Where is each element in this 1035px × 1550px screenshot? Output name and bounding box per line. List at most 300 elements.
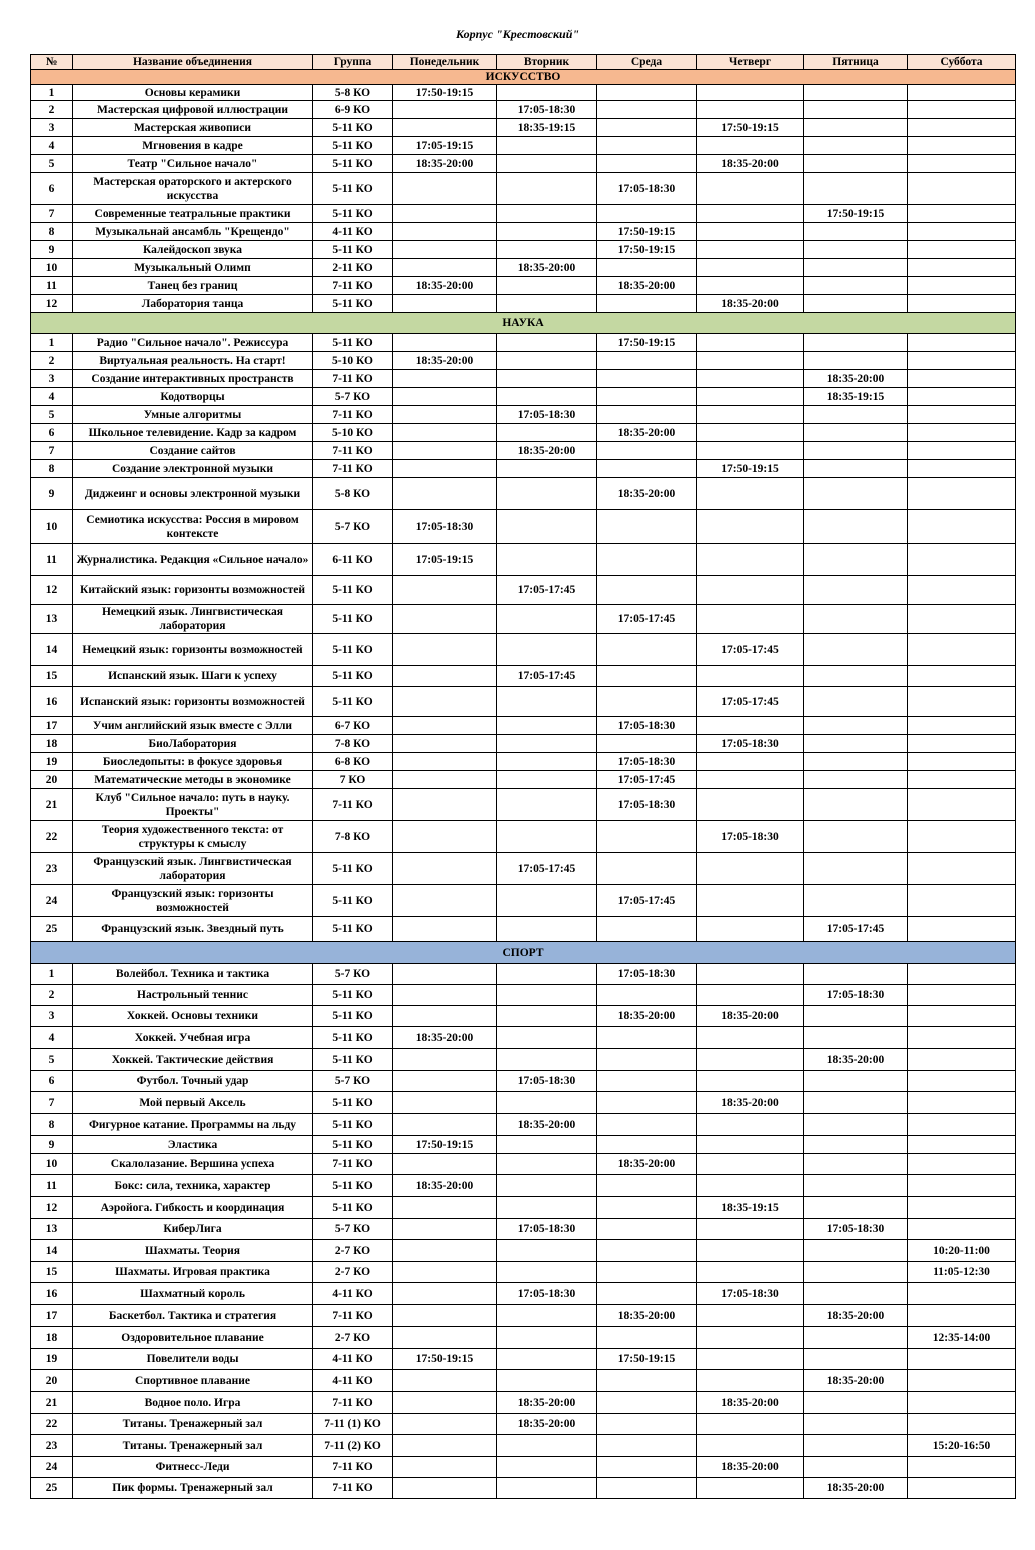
table-row	[31, 1392, 1016, 1414]
header-number: №	[31, 55, 73, 70]
header-monday: Понедельник	[393, 55, 497, 70]
cell-tuesday	[497, 771, 597, 789]
cell-thursday: 17:05-18:30	[697, 821, 804, 853]
cell-tuesday	[497, 753, 597, 771]
cell-tuesday	[497, 295, 597, 313]
cell-monday	[393, 1478, 497, 1499]
table-row	[31, 1092, 1016, 1114]
cell-name: Повелители воды	[73, 1349, 313, 1370]
cell-name: Калейдоскоп звука	[73, 241, 313, 259]
cell-wednesday	[597, 460, 697, 478]
cell-monday	[393, 1219, 497, 1240]
cell-thursday	[697, 917, 804, 942]
cell-monday	[393, 1071, 497, 1092]
cell-friday	[804, 753, 908, 771]
cell-tuesday	[497, 1027, 597, 1049]
cell-saturday	[908, 1027, 1016, 1049]
cell-tuesday: 17:05-18:30	[497, 406, 597, 424]
cell-wednesday	[597, 1027, 697, 1049]
cell-tuesday	[497, 634, 597, 666]
cell-group: 4-11 КО	[313, 1370, 393, 1392]
cell-name: Семиотика искусства: Россия в мировом контексте	[73, 510, 313, 544]
cell-saturday	[908, 985, 1016, 1006]
cell-thursday	[697, 964, 804, 985]
cell-name: Скалолазание. Вершина успеха	[73, 1154, 313, 1175]
cell-group: 5-11 КО	[313, 1114, 393, 1136]
cell-number: 2	[31, 985, 73, 1006]
cell-number: 12	[31, 295, 73, 313]
cell-wednesday	[597, 85, 697, 101]
cell-saturday	[908, 1219, 1016, 1240]
cell-thursday	[697, 137, 804, 155]
cell-tuesday	[497, 789, 597, 821]
cell-thursday	[697, 173, 804, 205]
cell-saturday	[908, 753, 1016, 771]
table-row	[31, 295, 1016, 313]
cell-thursday	[697, 853, 804, 885]
cell-thursday	[697, 1262, 804, 1283]
cell-name: Немецкий язык: горизонты возможностей	[73, 634, 313, 666]
cell-friday: 18:35-20:00	[804, 1478, 908, 1499]
table-row	[31, 223, 1016, 241]
table-row	[31, 277, 1016, 295]
cell-number: 20	[31, 771, 73, 789]
cell-friday: 18:35-19:15	[804, 388, 908, 406]
cell-wednesday: 18:35-20:00	[597, 1154, 697, 1175]
cell-saturday	[908, 1283, 1016, 1305]
cell-friday	[804, 1197, 908, 1219]
cell-tuesday: 18:35-20:00	[497, 1114, 597, 1136]
cell-group: 4-11 КО	[313, 1283, 393, 1305]
cell-group: 5-11 КО	[313, 137, 393, 155]
cell-tuesday	[497, 424, 597, 442]
cell-tuesday	[497, 735, 597, 753]
cell-friday: 18:35-20:00	[804, 1305, 908, 1327]
cell-name: Настрольный теннис	[73, 985, 313, 1006]
table-row	[31, 241, 1016, 259]
section-header-row	[31, 313, 1016, 334]
cell-saturday	[908, 259, 1016, 277]
cell-number: 8	[31, 460, 73, 478]
table-row	[31, 406, 1016, 424]
cell-monday	[393, 985, 497, 1006]
cell-monday	[393, 1154, 497, 1175]
cell-number: 10	[31, 1154, 73, 1175]
cell-name: Французский язык: горизонты возможностей	[73, 885, 313, 917]
cell-friday	[804, 544, 908, 576]
header-wednesday: Среда	[597, 55, 697, 70]
cell-wednesday	[597, 137, 697, 155]
cell-monday	[393, 821, 497, 853]
cell-monday	[393, 1392, 497, 1414]
cell-number: 17	[31, 717, 73, 735]
table-row	[31, 1414, 1016, 1435]
cell-saturday	[908, 1175, 1016, 1197]
cell-group: 6-8 КО	[313, 753, 393, 771]
cell-friday: 17:05-18:30	[804, 1219, 908, 1240]
cell-number: 10	[31, 510, 73, 544]
cell-monday	[393, 1283, 497, 1305]
cell-thursday	[697, 406, 804, 424]
cell-friday	[804, 735, 908, 753]
cell-thursday: 17:05-18:30	[697, 1283, 804, 1305]
cell-monday	[393, 1370, 497, 1392]
cell-monday	[393, 1305, 497, 1327]
cell-friday	[804, 352, 908, 370]
cell-monday	[393, 1262, 497, 1283]
cell-thursday	[697, 1370, 804, 1392]
cell-number: 24	[31, 885, 73, 917]
cell-number: 23	[31, 1435, 73, 1457]
cell-saturday	[908, 1370, 1016, 1392]
cell-friday	[804, 510, 908, 544]
cell-saturday	[908, 85, 1016, 101]
cell-name: Радио "Сильное начало". Режиссура	[73, 334, 313, 352]
cell-name: Клуб "Сильное начало: путь в науку. Проекты"	[73, 789, 313, 821]
cell-monday	[393, 666, 497, 687]
cell-name: Титаны. Тренажерный зал	[73, 1414, 313, 1435]
cell-monday	[393, 735, 497, 753]
cell-monday	[393, 259, 497, 277]
cell-group: 5-7 КО	[313, 388, 393, 406]
cell-saturday	[908, 137, 1016, 155]
cell-friday	[804, 1136, 908, 1154]
cell-monday	[393, 424, 497, 442]
cell-saturday	[908, 334, 1016, 352]
cell-name: Умные алгоритмы	[73, 406, 313, 424]
cell-friday	[804, 605, 908, 634]
cell-group: 5-11 КО	[313, 295, 393, 313]
table-row	[31, 1370, 1016, 1392]
cell-tuesday	[497, 223, 597, 241]
cell-number: 18	[31, 1327, 73, 1349]
table-row	[31, 155, 1016, 173]
cell-number: 15	[31, 666, 73, 687]
cell-friday	[804, 1283, 908, 1305]
table-row	[31, 1071, 1016, 1092]
cell-number: 3	[31, 1006, 73, 1027]
cell-name: Создание интерактивных пространств	[73, 370, 313, 388]
cell-number: 21	[31, 789, 73, 821]
cell-wednesday	[597, 1175, 697, 1197]
cell-thursday: 18:35-20:00	[697, 295, 804, 313]
cell-number: 24	[31, 1457, 73, 1478]
cell-friday: 18:35-20:00	[804, 1370, 908, 1392]
table-row	[31, 1136, 1016, 1154]
cell-friday	[804, 821, 908, 853]
table-row	[31, 735, 1016, 753]
cell-tuesday	[497, 1370, 597, 1392]
cell-number: 6	[31, 1071, 73, 1092]
cell-wednesday	[597, 1392, 697, 1414]
cell-wednesday: 17:50-19:15	[597, 334, 697, 352]
cell-tuesday	[497, 478, 597, 510]
cell-thursday	[697, 985, 804, 1006]
cell-tuesday: 17:05-18:30	[497, 1071, 597, 1092]
cell-name: Лаборатория танца	[73, 295, 313, 313]
cell-friday	[804, 1114, 908, 1136]
cell-thursday: 17:05-17:45	[697, 634, 804, 666]
cell-tuesday	[497, 241, 597, 259]
cell-thursday	[697, 885, 804, 917]
cell-monday: 17:05-19:15	[393, 544, 497, 576]
cell-friday	[804, 1092, 908, 1114]
cell-saturday	[908, 370, 1016, 388]
cell-wednesday	[597, 735, 697, 753]
cell-saturday	[908, 1049, 1016, 1071]
cell-thursday	[697, 259, 804, 277]
cell-number: 25	[31, 1478, 73, 1499]
cell-number: 13	[31, 1219, 73, 1240]
cell-group: 5-11 КО	[313, 853, 393, 885]
cell-thursday	[697, 1049, 804, 1071]
cell-tuesday	[497, 1305, 597, 1327]
cell-wednesday: 17:50-19:15	[597, 1349, 697, 1370]
cell-group: 5-10 КО	[313, 424, 393, 442]
cell-group: 7-11 КО	[313, 370, 393, 388]
cell-name: Французский язык. Звездный путь	[73, 917, 313, 942]
cell-wednesday	[597, 388, 697, 406]
cell-number: 4	[31, 137, 73, 155]
table-row	[31, 1283, 1016, 1305]
cell-monday	[393, 1006, 497, 1027]
cell-tuesday: 17:05-18:30	[497, 1219, 597, 1240]
cell-name: Современные театральные практики	[73, 205, 313, 223]
cell-monday	[393, 1435, 497, 1457]
cell-wednesday	[597, 1478, 697, 1499]
cell-friday	[804, 478, 908, 510]
cell-tuesday	[497, 1435, 597, 1457]
cell-tuesday	[497, 334, 597, 352]
cell-saturday: 10:20-11:00	[908, 1240, 1016, 1262]
cell-number: 7	[31, 1092, 73, 1114]
cell-name: Теория художественного текста: от структуры к смыслу	[73, 821, 313, 853]
cell-tuesday	[497, 510, 597, 544]
cell-wednesday: 17:50-19:15	[597, 223, 697, 241]
cell-name: Хоккей. Учебная игра	[73, 1027, 313, 1049]
cell-name: КиберЛига	[73, 1219, 313, 1240]
cell-saturday	[908, 155, 1016, 173]
cell-number: 6	[31, 173, 73, 205]
cell-group: 5-11 КО	[313, 917, 393, 942]
cell-group: 5-11 КО	[313, 241, 393, 259]
cell-number: 23	[31, 853, 73, 885]
cell-group: 4-11 КО	[313, 223, 393, 241]
table-row	[31, 460, 1016, 478]
cell-monday: 18:35-20:00	[393, 1175, 497, 1197]
cell-tuesday	[497, 1049, 597, 1071]
cell-thursday	[697, 1349, 804, 1370]
cell-wednesday	[597, 544, 697, 576]
cell-name: Китайский язык: горизонты возможностей	[73, 576, 313, 605]
table-row	[31, 1219, 1016, 1240]
cell-monday	[393, 1327, 497, 1349]
cell-tuesday	[497, 717, 597, 735]
cell-name: Создание электронной музыки	[73, 460, 313, 478]
cell-saturday	[908, 917, 1016, 942]
cell-friday	[804, 1027, 908, 1049]
cell-friday	[804, 101, 908, 119]
cell-thursday: 18:35-19:15	[697, 1197, 804, 1219]
cell-monday	[393, 917, 497, 942]
cell-wednesday	[597, 406, 697, 424]
cell-wednesday: 17:05-17:45	[597, 771, 697, 789]
cell-friday	[804, 717, 908, 735]
cell-group: 5-8 КО	[313, 85, 393, 101]
table-row	[31, 205, 1016, 223]
cell-friday	[804, 155, 908, 173]
cell-thursday: 18:35-20:00	[697, 1392, 804, 1414]
cell-thursday	[697, 442, 804, 460]
table-row	[31, 605, 1016, 634]
cell-name: Создание сайтов	[73, 442, 313, 460]
cell-number: 21	[31, 1392, 73, 1414]
cell-saturday	[908, 241, 1016, 259]
cell-name: Хоккей. Тактические действия	[73, 1049, 313, 1071]
cell-number: 12	[31, 1197, 73, 1219]
cell-wednesday	[597, 687, 697, 717]
cell-group: 5-11 КО	[313, 885, 393, 917]
cell-number: 11	[31, 544, 73, 576]
cell-thursday: 17:05-17:45	[697, 687, 804, 717]
cell-tuesday: 17:05-18:30	[497, 1283, 597, 1305]
cell-friday	[804, 1457, 908, 1478]
cell-tuesday	[497, 137, 597, 155]
cell-monday: 17:05-18:30	[393, 510, 497, 544]
cell-monday	[393, 101, 497, 119]
table-row	[31, 964, 1016, 985]
cell-number: 2	[31, 352, 73, 370]
cell-saturday	[908, 964, 1016, 985]
table-row	[31, 634, 1016, 666]
cell-saturday	[908, 1092, 1016, 1114]
cell-group: 5-11 КО	[313, 119, 393, 137]
cell-number: 4	[31, 1027, 73, 1049]
cell-group: 5-11 КО	[313, 1006, 393, 1027]
cell-thursday: 17:05-18:30	[697, 735, 804, 753]
cell-number: 19	[31, 753, 73, 771]
cell-saturday	[908, 295, 1016, 313]
cell-friday	[804, 885, 908, 917]
cell-wednesday	[597, 352, 697, 370]
cell-saturday	[908, 771, 1016, 789]
cell-monday	[393, 442, 497, 460]
cell-thursday: 18:35-20:00	[697, 1092, 804, 1114]
cell-group: 6-9 КО	[313, 101, 393, 119]
cell-group: 7-11 КО	[313, 1305, 393, 1327]
cell-name: Волейбол. Техника и тактика	[73, 964, 313, 985]
cell-saturday	[908, 717, 1016, 735]
cell-group: 5-7 КО	[313, 510, 393, 544]
cell-wednesday	[597, 1219, 697, 1240]
cell-number: 14	[31, 1240, 73, 1262]
cell-saturday	[908, 352, 1016, 370]
table-row	[31, 1114, 1016, 1136]
table-row	[31, 442, 1016, 460]
cell-wednesday	[597, 1327, 697, 1349]
section-header-row	[31, 942, 1016, 964]
cell-thursday	[697, 753, 804, 771]
cell-wednesday	[597, 1049, 697, 1071]
cell-group: 2-7 КО	[313, 1262, 393, 1283]
cell-number: 16	[31, 1283, 73, 1305]
table-row	[31, 352, 1016, 370]
cell-group: 5-11 КО	[313, 173, 393, 205]
cell-name: Эластика	[73, 1136, 313, 1154]
cell-group: 5-11 КО	[313, 576, 393, 605]
cell-friday: 18:35-20:00	[804, 370, 908, 388]
header-thursday: Четверг	[697, 55, 804, 70]
cell-wednesday: 18:35-20:00	[597, 1305, 697, 1327]
cell-group: 5-11 КО	[313, 1136, 393, 1154]
cell-tuesday	[497, 1349, 597, 1370]
cell-group: 2-11 КО	[313, 259, 393, 277]
cell-group: 5-11 КО	[313, 1175, 393, 1197]
cell-name: Немецкий язык. Лингвистическая лаборатория	[73, 605, 313, 634]
cell-thursday	[697, 277, 804, 295]
cell-thursday	[697, 605, 804, 634]
cell-friday	[804, 223, 908, 241]
section-title: ИСКУССТВО	[31, 70, 1016, 85]
cell-name: Фитнесс-Леди	[73, 1457, 313, 1478]
cell-group: 6-7 КО	[313, 717, 393, 735]
cell-monday	[393, 370, 497, 388]
cell-wednesday: 18:35-20:00	[597, 424, 697, 442]
cell-friday	[804, 442, 908, 460]
cell-number: 8	[31, 223, 73, 241]
cell-tuesday: 18:35-20:00	[497, 1392, 597, 1414]
cell-tuesday	[497, 1092, 597, 1114]
cell-name: Диджеинг и основы электронной музыки	[73, 478, 313, 510]
cell-friday: 17:05-18:30	[804, 985, 908, 1006]
cell-saturday	[908, 1349, 1016, 1370]
header-saturday: Суббота	[908, 55, 1016, 70]
table-row	[31, 1197, 1016, 1219]
cell-saturday	[908, 634, 1016, 666]
cell-thursday	[697, 388, 804, 406]
cell-number: 7	[31, 205, 73, 223]
cell-thursday: 18:35-20:00	[697, 1006, 804, 1027]
cell-monday	[393, 1114, 497, 1136]
cell-friday	[804, 85, 908, 101]
page-title: Корпус "Крестовский"	[455, 27, 580, 41]
cell-wednesday: 17:05-17:45	[597, 885, 697, 917]
cell-name: Оздоровительное плавание	[73, 1327, 313, 1349]
cell-number: 22	[31, 1414, 73, 1435]
cell-wednesday	[597, 442, 697, 460]
cell-tuesday	[497, 964, 597, 985]
cell-wednesday	[597, 576, 697, 605]
cell-tuesday	[497, 85, 597, 101]
cell-wednesday	[597, 1457, 697, 1478]
cell-group: 7 КО	[313, 771, 393, 789]
cell-name: Мой первый Аксель	[73, 1092, 313, 1114]
cell-thursday	[697, 1478, 804, 1499]
cell-tuesday: 18:35-20:00	[497, 259, 597, 277]
cell-monday: 17:50-19:15	[393, 85, 497, 101]
cell-friday	[804, 137, 908, 155]
cell-tuesday	[497, 985, 597, 1006]
cell-group: 7-11 КО	[313, 1457, 393, 1478]
cell-group: 2-7 КО	[313, 1327, 393, 1349]
cell-number: 1	[31, 334, 73, 352]
table-row	[31, 388, 1016, 406]
cell-group: 5-11 КО	[313, 155, 393, 173]
cell-monday	[393, 1457, 497, 1478]
cell-wednesday: 18:35-20:00	[597, 478, 697, 510]
cell-saturday	[908, 1457, 1016, 1478]
cell-number: 5	[31, 406, 73, 424]
